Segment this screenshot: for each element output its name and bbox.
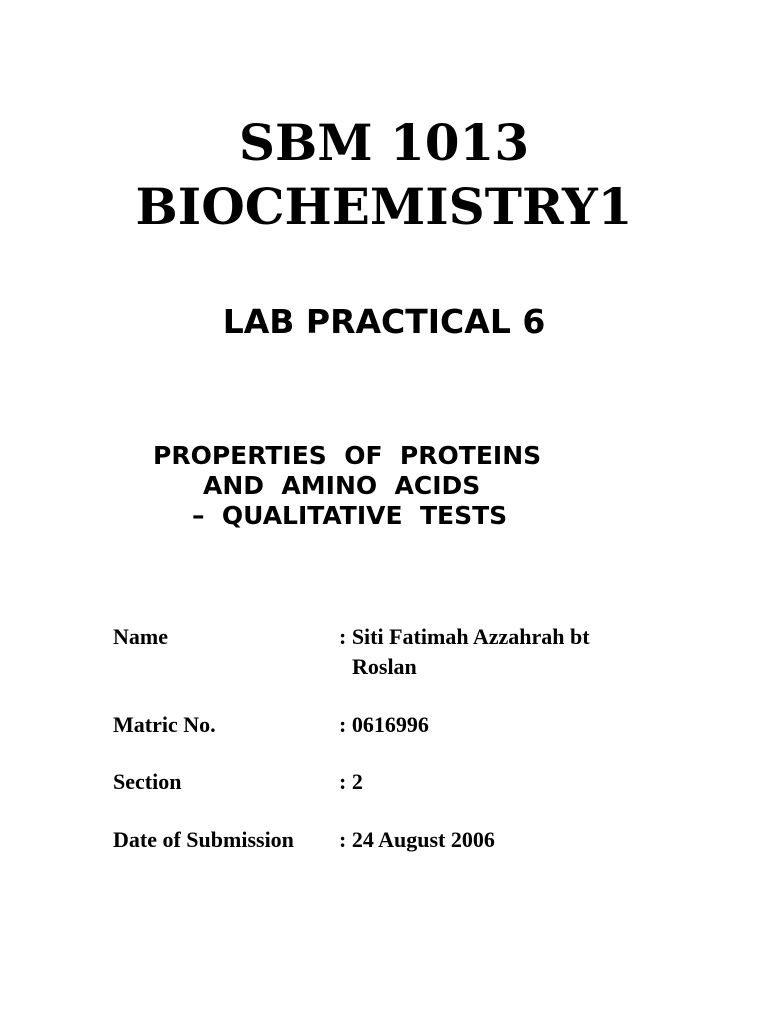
course-name: BIOCHEMISTRY1 — [135, 177, 633, 236]
date-label: Date of Submission — [113, 827, 294, 852]
lab-subtitle-line-1: PROPERTIES OF PROTEINS — [153, 441, 542, 470]
lab-subtitle-line-3: – QUALITATIVE TESTS — [192, 501, 508, 530]
matric-label: Matric No. — [113, 712, 216, 737]
section-label: Section — [113, 769, 182, 794]
lab-title: LAB PRACTICAL 6 — [222, 302, 546, 341]
lab-subtitle-line-2: AND AMINO ACIDS — [203, 471, 481, 500]
matric-value: : 0616996 — [339, 712, 429, 737]
section-value: : 2 — [339, 769, 363, 794]
course-code: SBM 1013 — [238, 113, 530, 172]
name-label: Name — [113, 624, 168, 649]
name-value: : Siti Fatimah Azzahrah bt — [339, 624, 590, 649]
name-value-continued: Roslan — [352, 654, 417, 679]
date-value: : 24 August 2006 — [339, 827, 495, 852]
